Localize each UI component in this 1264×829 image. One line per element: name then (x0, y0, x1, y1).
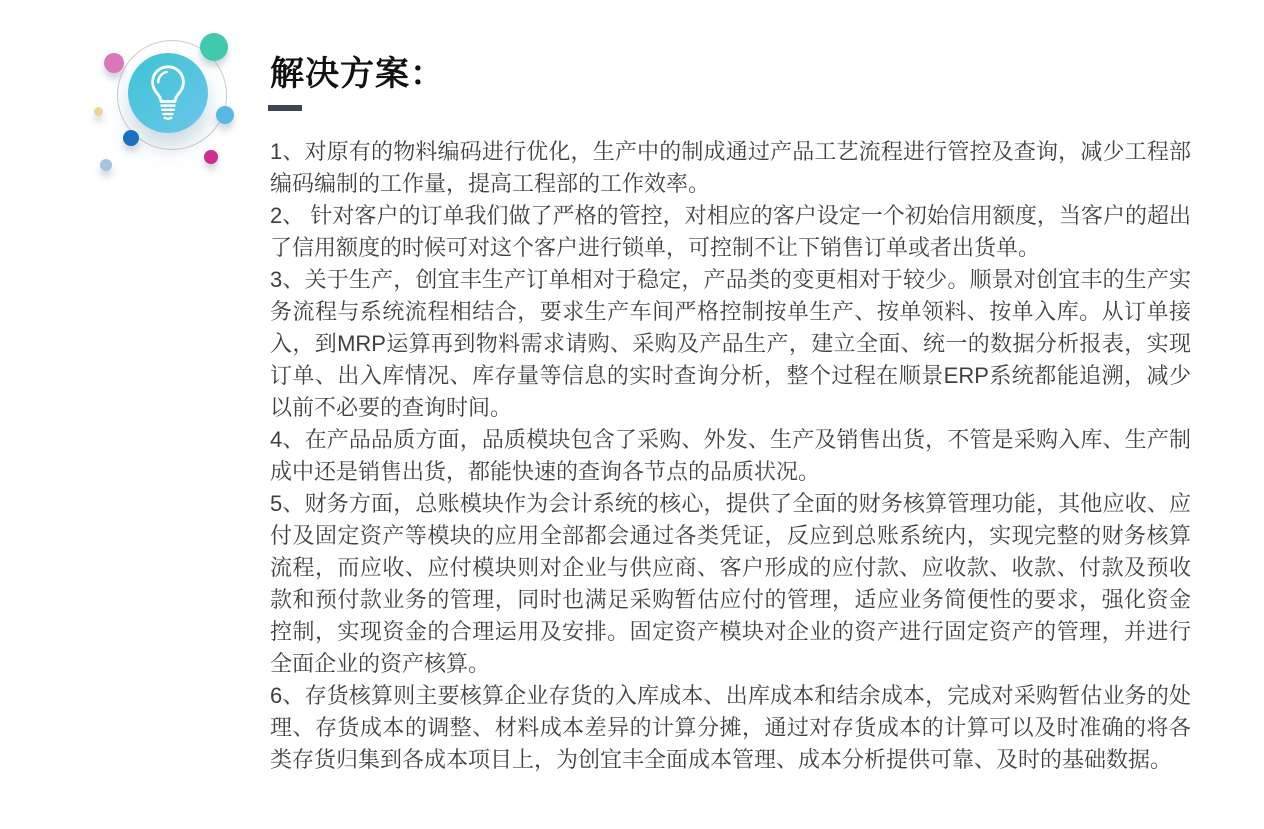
lightbulb-icon (145, 64, 191, 122)
solution-item-4: 4、在产品品质方面，品质模块包含了采购、外发、生产及销售出货，不管是采购入库、生产制成中还是销售出货，都能快速的查询各节点的品质状况。 (270, 427, 1191, 484)
soft-blue-dot (100, 159, 112, 171)
solution-text-block (270, 136, 1191, 776)
title-accent-dash (268, 105, 302, 111)
solution-item-2: 2、 针对客户的订单我们做了严格的管控，对相应的客户设定一个初始信用额度，当客户的超出了信用额度的时候可对这个客户进行锁单，可控制不让下销售订单或者出货单。 (270, 203, 1191, 260)
solution-item-1: 1、对原有的物料编码进行优化，生产中的制成通过产品工艺流程进行管控及查询，减少工程部编码编制的工作量，提高工程部的工作效率。 (270, 139, 1191, 196)
lightbulb-icon-cluster (0, 0, 260, 210)
solution-item-3: 3、关于生产，创宜丰生产订单相对于稳定，产品类的变更相对于较少。顺景对创宜丰的生产实务流程与系统流程相结合，要求生产车间严格控制按单生产、按单领料、按单入库。从订单接入，到MRP运算再到物料需求请购、采购及产品生产，建立全面、统一的数据分析报表，实现订单、出入库情况、库存量等信息的实时查询分析，整个过程在顺景ERP系统都能追溯，减少以前不必要的查询时间。 (270, 267, 1191, 420)
light-blue-dot (216, 106, 234, 124)
solution-item-6: 6、存货核算则主要核算企业存货的入库成本、出库成本和结余成本，完成对采购暂估业务的处理、存货成本的调整、材料成本差异的计算分摊，通过对存货成本的计算可以及时准确的将各类存货归集到各成本项目上，为创宜丰全面成本管理、成本分析提供可靠、及时的基础数据。 (270, 683, 1191, 772)
pink-dot (104, 53, 124, 73)
lightbulb-badge (128, 53, 208, 133)
dark-blue-dot (123, 130, 139, 146)
teal-dot (200, 33, 228, 61)
yellow-dot (94, 107, 103, 116)
magenta-dot (204, 150, 218, 164)
solution-item-5: 5、财务方面，总账模块作为会计系统的核心，提供了全面的财务核算管理功能，其他应收、应付及固定资产等模块的应用全部都会通过各类凭证，反应到总账系统内，实现完整的财务核算流程，而应收、应付模块则对企业与供应商、客户形成的应付款、应收款、收款、付款及预收款和预付款业务的管理，同时也满足采购暂估应付的管理，适应业务简便性的要求，强化资金控制，实现资金的合理运用及安排。固定资产模块对企业的资产进行固定资产的管理，并进行全面企业的资产核算。 (270, 491, 1191, 676)
page-title: 解决方案： (270, 55, 445, 93)
